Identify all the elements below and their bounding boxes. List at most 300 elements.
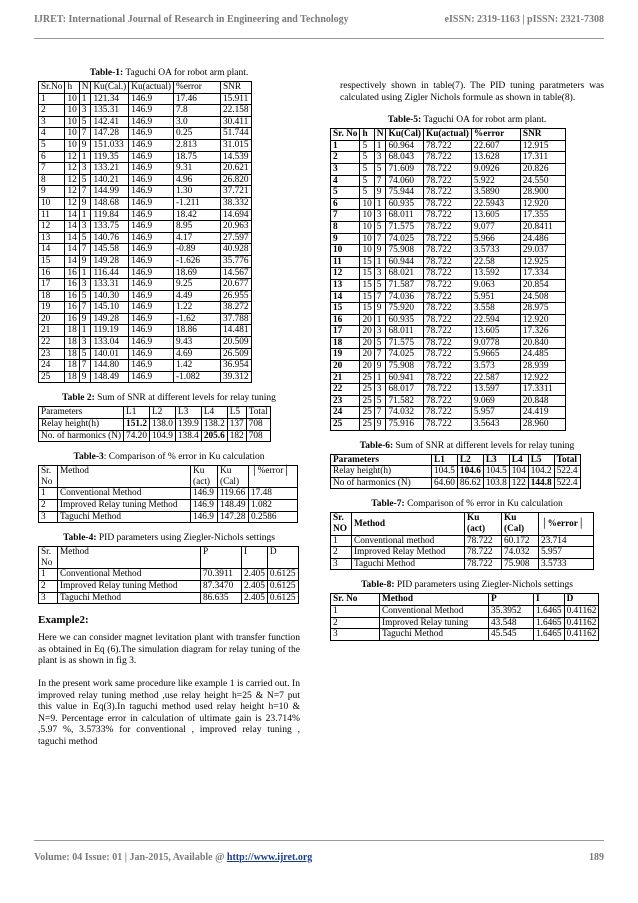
table-cell: 12 — [65, 163, 79, 175]
table-cell: 146.9 — [129, 151, 174, 163]
table-cell: 74.036 — [386, 291, 424, 303]
table-row — [331, 477, 581, 489]
table2-header-cell: L5 — [227, 407, 246, 419]
table-cell: 138.0 — [149, 419, 175, 431]
table-row — [331, 175, 566, 187]
table-cell: 146.9 — [129, 105, 174, 117]
table-cell: 5 — [374, 337, 386, 349]
table-cell: 7 — [374, 175, 386, 187]
table-cell: 3 — [39, 592, 58, 604]
table-cell: 25 — [360, 419, 374, 431]
table-cell: 15.911 — [221, 93, 252, 105]
table-cell: 78.722 — [424, 140, 472, 152]
table8-caption: Table-8: PID parameters using Ziegler-Nichols settings — [361, 580, 573, 591]
table-cell: 18 — [65, 337, 79, 349]
table-cell: 9 — [374, 187, 386, 199]
table-cell: 144.8 — [528, 477, 554, 489]
table-cell: 5.957 — [471, 407, 520, 419]
table-cell: 146.9 — [129, 128, 174, 140]
table-cell: 119.66 — [218, 488, 249, 500]
volume-text: Volume: 04 Issue: 01 | Jan-2015, Available @ — [34, 852, 227, 863]
table-cell: 2.405 — [242, 569, 268, 581]
table-cell: 68.021 — [386, 268, 424, 280]
table-cell: 74.060 — [386, 175, 424, 187]
table-cell: 522.4 — [554, 477, 580, 489]
table-cell: 75.908 — [502, 558, 539, 570]
table-cell: -0.89 — [174, 244, 221, 256]
table-row — [39, 569, 299, 581]
table-cell: 140.76 — [91, 232, 129, 244]
table3-header-cell: Ku (Cal) — [218, 466, 249, 488]
table-cell: 5.9665 — [471, 349, 520, 361]
table-cell: 15 — [331, 303, 360, 315]
table-row — [39, 290, 252, 302]
table-cell: 20 — [360, 337, 374, 349]
table-cell: 1.22 — [174, 302, 221, 314]
table-cell: 151.033 — [91, 139, 129, 151]
table-cell: 78.722 — [424, 291, 472, 303]
table-cell: 9 — [331, 233, 360, 245]
table1-header-cell: SNR — [221, 82, 252, 94]
table-cell: 1.6465 — [534, 617, 565, 629]
table-cell: 8 — [39, 174, 65, 186]
table-cell: 4.69 — [174, 348, 221, 360]
table-cell: 146.9 — [129, 325, 174, 337]
table-cell: Taguchi Method — [58, 511, 191, 523]
table-cell: 71.575 — [386, 221, 424, 233]
table1-header-cell: Ku(Cal.) — [91, 82, 129, 94]
table-cell: 1.6465 — [534, 605, 565, 617]
table-cell: 5 — [360, 187, 374, 199]
table-cell: 5 — [374, 163, 386, 175]
table-cell: 0.25 — [174, 128, 221, 140]
table-cell: 133.04 — [91, 337, 129, 349]
table-cell: 146.9 — [129, 267, 174, 279]
table-cell: 146.9 — [129, 221, 174, 233]
header-rule — [34, 38, 604, 39]
table-cell: 1 — [39, 488, 58, 500]
table-row — [331, 152, 566, 164]
table-cell: 23 — [331, 395, 360, 407]
table6-header-cell: L2 — [457, 454, 483, 466]
table-row — [39, 580, 299, 592]
table-cell: 0.6125 — [267, 592, 298, 604]
table-cell: 146.9 — [191, 488, 218, 500]
table7 — [330, 512, 594, 570]
table1-header-cell: %error — [174, 82, 221, 94]
table-cell: 13.592 — [471, 268, 520, 280]
table-cell: -1.626 — [174, 255, 221, 267]
table-cell: 16 — [65, 267, 79, 279]
table-row — [331, 268, 566, 280]
table-cell: 45.545 — [489, 629, 534, 641]
table-cell: -1.082 — [174, 371, 221, 383]
table1-header-cell: Sr.No — [39, 82, 65, 94]
table-cell: 146.9 — [191, 511, 218, 523]
table6-header-cell: Parameters — [331, 454, 432, 466]
table-row — [39, 500, 298, 512]
table5-header-cell: Sr. No — [331, 129, 360, 141]
table-cell: 5.966 — [471, 233, 520, 245]
table-cell: 78.722 — [424, 395, 472, 407]
table-row — [39, 116, 252, 128]
table-cell: 3.573 — [471, 361, 520, 373]
table-cell: 51.744 — [221, 128, 252, 140]
table-cell: Taguchi Method — [58, 592, 201, 604]
table-cell: 74.032 — [386, 407, 424, 419]
table-cell: 20.8411 — [520, 221, 565, 233]
table-cell: 140.01 — [91, 348, 129, 360]
table-cell: Conventional Method — [58, 569, 201, 581]
table-cell: 146.9 — [129, 186, 174, 198]
table-row — [39, 592, 299, 604]
table-cell: 22.5943 — [471, 198, 520, 210]
table8-header-cell: P — [489, 594, 534, 606]
table-row — [39, 488, 298, 500]
table-cell: 22.587 — [471, 372, 520, 384]
table-row — [39, 337, 252, 349]
table-cell: 3 — [331, 558, 352, 570]
table-cell: 25 — [360, 372, 374, 384]
table-cell: 24.550 — [520, 175, 565, 187]
table-cell: 2 — [331, 547, 352, 559]
table5-header-cell: h — [360, 129, 374, 141]
table-cell: 20 — [39, 313, 65, 325]
table7-header-cell: Sr. NO — [331, 513, 352, 535]
example-heading: Example2: — [38, 614, 89, 627]
table-cell: 60.944 — [386, 256, 424, 268]
table5-header-cell: Ku(Cal) — [386, 129, 424, 141]
table-cell: 78.722 — [424, 314, 472, 326]
table-cell: 146.9 — [129, 290, 174, 302]
table-cell: 10 — [65, 116, 79, 128]
table8-header-row — [331, 594, 599, 606]
table-cell: 1 — [79, 325, 91, 337]
table-cell: 68.017 — [386, 384, 424, 396]
table-cell: 12.920 — [520, 198, 565, 210]
table-row — [39, 302, 252, 314]
table-cell: 522.4 — [554, 466, 580, 478]
table2-header-cell: Total — [246, 407, 270, 419]
table-cell: 18 — [331, 337, 360, 349]
table-cell: 139.9 — [175, 419, 201, 431]
table-cell: 18 — [39, 290, 65, 302]
table-row — [39, 419, 271, 431]
table-cell: 3.5733 — [471, 245, 520, 257]
table-cell: 140.21 — [91, 174, 129, 186]
table-cell: 16 — [331, 314, 360, 326]
table4-header-cell: I — [242, 547, 268, 569]
table-cell: 3 — [79, 337, 91, 349]
table-cell: 149.28 — [91, 255, 129, 267]
table-cell: 10 — [65, 128, 79, 140]
table-cell: 146.9 — [129, 139, 174, 151]
table-cell: -1.211 — [174, 197, 221, 209]
table-cell: 0.2586 — [249, 511, 298, 523]
table-cell: 12 — [331, 268, 360, 280]
table-cell: 5 — [374, 221, 386, 233]
table2 — [38, 406, 271, 442]
table-cell: 17.3311 — [520, 384, 565, 396]
table-cell: 12 — [39, 221, 65, 233]
table-cell: 1.082 — [249, 500, 298, 512]
table-row — [331, 547, 594, 559]
table-cell: 78.722 — [424, 384, 472, 396]
table-cell: 7.8 — [174, 105, 221, 117]
table-cell: 4 — [331, 175, 360, 187]
table-cell: 18.86 — [174, 325, 221, 337]
table-cell: Relay height(h) — [39, 419, 124, 431]
table-cell: 121.34 — [91, 93, 129, 105]
table-cell: 145.10 — [91, 302, 129, 314]
table4-header-cell: D — [267, 547, 298, 569]
table-cell: 10 — [65, 105, 79, 117]
left-column — [38, 68, 300, 748]
table-cell: 22 — [331, 384, 360, 396]
table-cell: 7 — [39, 163, 65, 175]
table-cell: 133.31 — [91, 279, 129, 291]
table-row — [39, 313, 252, 325]
table-cell: 9.0778 — [471, 337, 520, 349]
example-paragraph-2: In the present work same procedure like example 1 is carried out. In improved relay tuning method ,use relay height h=25 & N=7 put this value in Eq(3).In taguchi method used relay height h=10 & N=9. Percentage error in calculation of ultimate gain is 23.714% ,5.97 %, 3.5733% for conventional , improved relay tuning , taguchi method — [38, 677, 300, 747]
table-cell: 140.30 — [91, 290, 129, 302]
table-cell: 38.272 — [221, 302, 252, 314]
table-cell: 68.043 — [386, 152, 424, 164]
table-cell: 27.597 — [221, 232, 252, 244]
table-cell: 71.582 — [386, 395, 424, 407]
table-cell: 9 — [39, 186, 65, 198]
table-row — [331, 372, 566, 384]
table-cell: 78.722 — [424, 303, 472, 315]
table-cell: 78.722 — [424, 198, 472, 210]
table7-caption: Table-7: Comparison of % error in Ku calculation — [371, 499, 563, 510]
table-cell: 21 — [331, 372, 360, 384]
table-cell: 1 — [374, 140, 386, 152]
table-cell: 3 — [39, 116, 65, 128]
table-cell: 5 — [374, 395, 386, 407]
table-cell: 78.722 — [424, 245, 472, 257]
table-cell: 71.587 — [386, 279, 424, 291]
table-cell: 104.6 — [457, 466, 483, 478]
table8-header-cell: I — [534, 594, 565, 606]
table-cell: 78.722 — [424, 372, 472, 384]
table-row — [39, 174, 252, 186]
table-cell: 18.75 — [174, 151, 221, 163]
table-row — [39, 371, 252, 383]
table-cell: 24.485 — [520, 349, 565, 361]
table-cell: 1 — [374, 314, 386, 326]
table-cell: 19 — [39, 302, 65, 314]
table-cell: Taguchi Method — [380, 629, 489, 641]
table-cell: 18 — [65, 325, 79, 337]
table-cell: 9 — [79, 197, 91, 209]
table7-header-cell: Method — [352, 513, 465, 535]
table-cell: 74.025 — [386, 349, 424, 361]
table-cell: 1.30 — [174, 186, 221, 198]
table-cell: 28.939 — [520, 361, 565, 373]
table-cell: 18.42 — [174, 209, 221, 221]
table-cell: 60.172 — [502, 535, 539, 547]
table-cell: 20.677 — [221, 279, 252, 291]
table6-header-cell: L1 — [432, 454, 458, 466]
table-cell: 26.955 — [221, 290, 252, 302]
table-cell: 137 — [227, 419, 246, 431]
table-row — [39, 186, 252, 198]
table-cell: 14 — [65, 209, 79, 221]
table-cell: 1 — [374, 256, 386, 268]
table-cell: 146.9 — [129, 360, 174, 372]
table-cell: 1 — [79, 209, 91, 221]
table-cell: 1 — [79, 267, 91, 279]
table-cell: Improved Relay Method — [352, 547, 465, 559]
table-cell: 14 — [65, 232, 79, 244]
table-cell: 1 — [374, 198, 386, 210]
table-cell: 5.951 — [471, 291, 520, 303]
table-cell: 148.68 — [91, 197, 129, 209]
table4 — [38, 546, 299, 604]
table-cell: 5 — [360, 140, 374, 152]
table-cell: 5.922 — [471, 175, 520, 187]
table-cell: 7 — [79, 244, 91, 256]
table-cell: 13.628 — [471, 152, 520, 164]
table-cell: 24.508 — [520, 291, 565, 303]
table-cell: 133.21 — [91, 163, 129, 175]
table-cell: 11 — [331, 256, 360, 268]
table-row — [331, 326, 566, 338]
table-cell: 12 — [65, 174, 79, 186]
table-cell: 9 — [374, 303, 386, 315]
table-cell: 1 — [39, 569, 58, 581]
journal-link[interactable]: http://www.ijret.org — [226, 852, 313, 863]
table-cell: 28.900 — [520, 187, 565, 199]
table-cell: 15 — [360, 303, 374, 315]
table-cell: 9.25 — [174, 279, 221, 291]
table-cell: 78.722 — [465, 558, 502, 570]
table-cell: 28.960 — [520, 419, 565, 431]
table-row — [331, 303, 566, 315]
table-row — [331, 314, 566, 326]
table-row — [39, 221, 252, 233]
table-cell: 86.635 — [201, 592, 242, 604]
table-cell: 16 — [65, 290, 79, 302]
table-cell: 146.9 — [129, 209, 174, 221]
table-cell: 12 — [65, 151, 79, 163]
table-cell: 9.31 — [174, 163, 221, 175]
table-cell: 16 — [39, 267, 65, 279]
table-cell: 0.41162 — [564, 629, 599, 641]
table-row — [39, 511, 298, 523]
table-cell: 71.575 — [386, 337, 424, 349]
table-cell: 18 — [65, 348, 79, 360]
table-cell: 10 — [360, 210, 374, 222]
table-cell: 24 — [39, 360, 65, 372]
table-cell: 138.2 — [201, 419, 227, 431]
table-row — [331, 361, 566, 373]
table-cell: 182 — [227, 430, 246, 442]
table-cell: 5 — [374, 279, 386, 291]
table-row — [39, 105, 252, 117]
table-cell: 17.311 — [520, 152, 565, 164]
table-row — [331, 256, 566, 268]
table-cell: 5 — [331, 187, 360, 199]
table-cell: 14 — [65, 221, 79, 233]
table-cell: 1 — [331, 605, 380, 617]
table-cell: 135.31 — [91, 105, 129, 117]
table-cell: 60.935 — [386, 314, 424, 326]
table-cell: 119.35 — [91, 151, 129, 163]
table-cell: 3 — [39, 511, 58, 523]
table-cell: 75.944 — [386, 187, 424, 199]
table-cell: 16 — [65, 313, 79, 325]
table-cell: 26.509 — [221, 348, 252, 360]
table-cell: 9.43 — [174, 337, 221, 349]
table-cell: 12.920 — [520, 314, 565, 326]
table-cell: 1 — [374, 372, 386, 384]
table-cell: 145.58 — [91, 244, 129, 256]
table-cell: 7 — [374, 291, 386, 303]
table-cell: 146.9 — [129, 163, 174, 175]
table-cell: 3 — [374, 152, 386, 164]
table-cell: 146.9 — [129, 279, 174, 291]
table5-header-row — [331, 129, 566, 141]
table-cell: 20.854 — [520, 279, 565, 291]
table-cell: 3 — [79, 163, 91, 175]
table3-header-cell: Method — [58, 466, 191, 488]
table-cell: 1 — [79, 151, 91, 163]
table-cell: 2 — [39, 580, 58, 592]
table-row — [39, 430, 271, 442]
table8 — [330, 593, 599, 640]
table3-header-cell: │%error│ — [249, 466, 298, 488]
table-cell: 22.607 — [471, 140, 520, 152]
table-cell: 2 — [39, 500, 58, 512]
table-row — [331, 140, 566, 152]
page-number: 189 — [589, 852, 604, 863]
table-cell: 2 — [39, 105, 65, 117]
table-cell: 3 — [79, 279, 91, 291]
table-cell: 8 — [331, 221, 360, 233]
table-cell: 9.077 — [471, 221, 520, 233]
table-cell: 78.722 — [424, 279, 472, 291]
table-cell: 9 — [374, 361, 386, 373]
table-cell: 9.063 — [471, 279, 520, 291]
table-cell: 10 — [360, 245, 374, 257]
table-cell: 37.721 — [221, 186, 252, 198]
table-cell: 87.3470 — [201, 580, 242, 592]
table-cell: 17.48 — [249, 488, 298, 500]
table-cell: 78.722 — [424, 210, 472, 222]
table-cell: 78.722 — [424, 337, 472, 349]
table-cell: 708 — [246, 430, 270, 442]
table-cell: 74.20 — [124, 430, 150, 442]
table-cell: 37.788 — [221, 313, 252, 325]
table-cell: 146.9 — [129, 337, 174, 349]
table-cell: 64.60 — [432, 477, 458, 489]
table-cell: 17.326 — [520, 326, 565, 338]
table3-header-row — [39, 466, 298, 488]
table-cell: 78.722 — [424, 233, 472, 245]
table-cell: 10 — [360, 198, 374, 210]
table-cell: 146.9 — [129, 244, 174, 256]
table-cell: 146.9 — [129, 255, 174, 267]
table-cell: 4 — [39, 128, 65, 140]
table-cell: 133.75 — [91, 221, 129, 233]
table-cell: 3.5890 — [471, 187, 520, 199]
table-cell: 20 — [360, 314, 374, 326]
table-cell: 146.9 — [129, 313, 174, 325]
table-cell: 104.5 — [432, 466, 458, 478]
table-row — [331, 187, 566, 199]
